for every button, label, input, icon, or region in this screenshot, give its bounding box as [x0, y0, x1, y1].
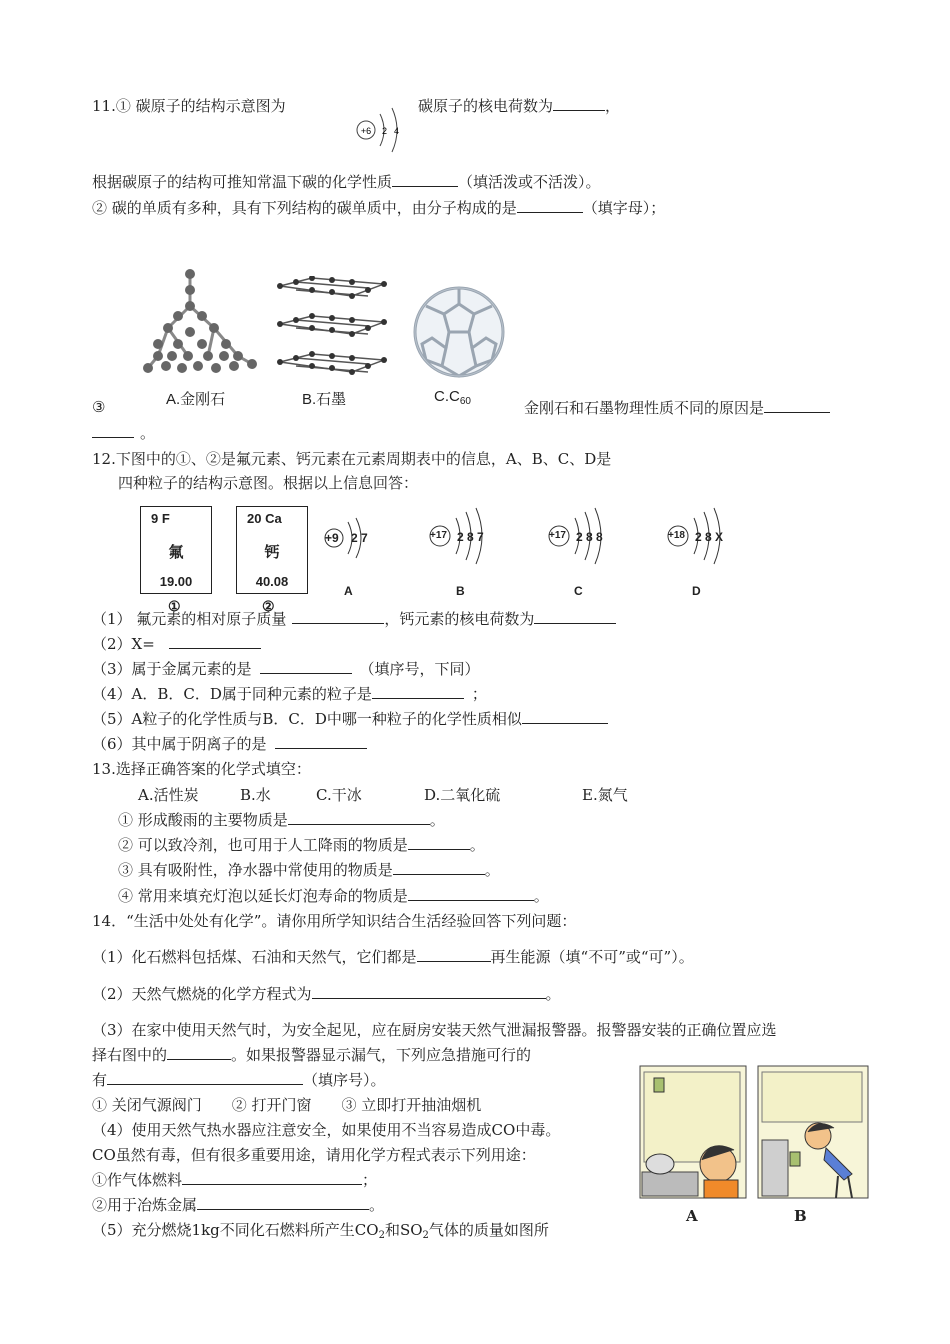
q13-s1 — [118, 810, 445, 830]
q11-line5 — [92, 423, 155, 443]
answer-blank[interactable] — [312, 984, 546, 999]
carbon-shell1: 2 — [382, 126, 388, 136]
q14-text: 。 — [545, 985, 561, 1003]
q14-p3d — [92, 1070, 386, 1090]
q14-text: 气体的质量如图所 — [428, 1221, 549, 1239]
graphite-structure-image — [272, 276, 390, 376]
q12-p3 — [92, 659, 480, 679]
q14-p4a: （4）使用天然气热水器应注意安全，如果使用不当容易造成CO中毒。 — [92, 1121, 561, 1139]
q12-text: （填序号，下同） — [359, 660, 480, 678]
particle-c-label: C — [574, 584, 583, 598]
answer-blank[interactable] — [182, 1170, 362, 1185]
answer-blank[interactable] — [417, 947, 491, 962]
q12-p1 — [92, 609, 616, 629]
q12-p4 — [92, 684, 487, 704]
q14-p4c — [92, 1170, 377, 1190]
carbon-atom-diagram — [350, 100, 410, 160]
particle-a-core: +9 — [325, 531, 339, 545]
q13-option-e: E.氮气 — [582, 786, 628, 804]
q12-line1: 12.下图中的①、②是氟元素、钙元素在元素周期表中的信息，A、B、C、D是 — [92, 450, 612, 468]
fluorine-element-card — [140, 506, 212, 594]
q11-text: （填活泼或不活泼）。 — [458, 173, 601, 191]
q12-p2 — [92, 634, 261, 654]
answer-blank[interactable] — [393, 860, 485, 875]
answer-blank[interactable] — [197, 1195, 369, 1210]
q14-text: 再生能源（填“不可”或“可”）。 — [490, 948, 694, 966]
q11-line4 — [524, 398, 830, 418]
q11-text: 11.① 碳原子的结构示意图为 — [92, 97, 286, 115]
q13-text: ② 可以致冷剂，也可用于人工降雨的物质是 — [118, 836, 408, 854]
q11-line1 — [92, 96, 286, 116]
q14-text: 有 — [92, 1071, 108, 1089]
fluorine-mass: 19.00 — [159, 574, 193, 589]
q12-text: （2）X= — [92, 635, 155, 653]
particle-b-core: +17 — [430, 530, 447, 541]
q13-text: ③ 具有吸附性，净水器中常使用的物质是 — [118, 861, 393, 879]
caption-diamond: A.金刚石 — [166, 391, 226, 408]
q13-option-b: B.水 — [240, 786, 271, 804]
calcium-index: ② — [262, 598, 275, 614]
answer-blank[interactable] — [392, 172, 458, 187]
q11-line2 — [92, 172, 601, 192]
q14-text: ②用于冶炼金属 — [92, 1196, 198, 1214]
illustration-label-b: B — [794, 1207, 807, 1225]
q14-p2 — [92, 984, 561, 1004]
q14-p5 — [92, 1220, 549, 1246]
particle-b-label: B — [456, 584, 465, 598]
q13-period: 。 — [533, 887, 549, 905]
illustration-label-a: A — [686, 1207, 698, 1225]
diamond-structure-image — [138, 266, 258, 382]
carbon-nucleus: +6 — [360, 126, 372, 136]
q13-period: 。 — [429, 811, 445, 829]
c60-structure-image — [412, 282, 506, 382]
q13-option-d: D.二氧化硫 — [424, 786, 501, 804]
q14-text: 择右图中的 — [92, 1046, 168, 1064]
calcium-number: 20 Ca — [247, 511, 282, 526]
q14-text: （填序号）。 — [303, 1071, 386, 1089]
particle-b-shells: 2 8 7 — [457, 530, 484, 544]
q12-p5 — [92, 709, 608, 729]
q14-text: 。如果报警器显示漏气，下列应急措施可行的 — [231, 1046, 532, 1064]
q13-option-a: A.活性炭 — [138, 786, 199, 804]
q11-text: 金刚石和石墨物理性质不同的原因是 — [524, 399, 765, 417]
q12-text: （1） 氟元素的相对原子质量 — [92, 610, 287, 628]
answer-blank[interactable] — [553, 96, 605, 111]
q14-p4b: CO虽然有毒，但有很多重要用途，请用化学方程式表示下列用途： — [92, 1146, 536, 1164]
q14-text: 。 — [369, 1196, 385, 1214]
particle-a-shells: 2 7 — [351, 531, 368, 545]
q11-comma: ， — [605, 97, 621, 115]
answer-blank[interactable] — [275, 734, 367, 749]
q13-s4 — [118, 886, 549, 906]
caption-c60-text: C.C — [434, 388, 460, 405]
q11-line1b — [418, 96, 620, 116]
q11-text: 根据碳原子的结构可推知常温下碳的化学性质 — [92, 173, 393, 191]
answer-blank[interactable] — [517, 198, 583, 213]
q14-text: （5）充分燃烧1kg不同化石燃料所产生CO — [92, 1221, 379, 1239]
q13-period: 。 — [484, 861, 500, 879]
q14-p4e — [92, 1195, 384, 1215]
answer-blank[interactable] — [169, 634, 261, 649]
q14-p1 — [92, 947, 694, 967]
answer-blank[interactable] — [292, 609, 384, 624]
q13-text: ① 形成酸雨的主要物质是 — [118, 811, 288, 829]
answer-blank[interactable] — [534, 609, 616, 624]
particle-d-shells: 2 8 X — [695, 530, 724, 544]
answer-blank[interactable] — [92, 423, 134, 438]
answer-blank[interactable] — [408, 886, 534, 901]
q12-text: （6）其中属于阴离子的是 — [92, 735, 267, 753]
q13-title: 13.选择正确答案的化学式填空： — [92, 760, 311, 778]
fluorine-name: 氟 — [168, 544, 184, 561]
q12-text: ； — [471, 685, 487, 703]
q12-text: （4）A．B．C．D属于同种元素的粒子是 — [92, 685, 372, 703]
kitchen-alarm-illustration — [638, 1064, 870, 1202]
calcium-element-card — [236, 506, 308, 594]
answer-blank[interactable] — [372, 684, 464, 699]
q14-p3a: （3）在家中使用天然气时，为安全起见，应在厨房安装天然气泄漏报警器。报警器安装的正确位置应选 — [92, 1021, 777, 1039]
q12-line2: 四种粒子的结构示意图。根据以上信息回答： — [118, 474, 419, 492]
q14-text: ； — [362, 1171, 378, 1189]
q12-text: （3）属于金属元素的是 — [92, 660, 252, 678]
q14-text: ①作气体燃料 — [92, 1171, 183, 1189]
q13-text: ④ 常用来填充灯泡以延长灯泡寿命的物质是 — [118, 887, 408, 905]
q14-text: （2）天然气燃烧的化学方程式为 — [92, 985, 312, 1003]
answer-blank[interactable] — [522, 709, 608, 724]
particle-a-label: A — [344, 584, 353, 598]
answer-blank[interactable] — [260, 659, 352, 674]
q14-p3b — [92, 1045, 531, 1065]
calcium-name: 钙 — [264, 544, 280, 561]
caption-c60-sub: 60 — [459, 396, 471, 407]
q12-p6 — [92, 734, 367, 754]
q14-p3f: ① 关闭气源阀门 ② 打开门窗 ③ 立即打开抽油烟机 — [92, 1096, 482, 1114]
fluorine-index: ① — [168, 598, 181, 614]
q14-title: 14．“生活中处处有化学”。请你用所学知识结合生活经验回答下列问题： — [92, 912, 577, 930]
answer-blank[interactable] — [408, 835, 470, 850]
answer-blank[interactable] — [107, 1070, 303, 1085]
fluorine-number: 9 F — [151, 511, 170, 526]
co2-subscript: 2 — [378, 1230, 385, 1241]
carbon-shell2: 4 — [394, 126, 400, 136]
q11-item3-marker: ③ — [92, 398, 106, 416]
caption-graphite: B.石墨 — [302, 391, 347, 408]
q14-text: （1）化石燃料包括煤、石油和天然气，它们都是 — [92, 948, 417, 966]
q11-text: （填字母）； — [582, 199, 666, 217]
answer-blank[interactable] — [167, 1045, 231, 1060]
particle-d-label: D — [692, 584, 701, 598]
so2-subscript: 2 — [422, 1230, 429, 1241]
q13-period: 。 — [469, 836, 485, 854]
q11-text: ② 碳的单质有多种，具有下列结构的碳单质中，由分子构成的是 — [92, 199, 517, 217]
caption-c60 — [434, 388, 471, 407]
q13-s3 — [118, 860, 500, 880]
q13-option-c: C.干冰 — [316, 786, 362, 804]
q12-text: ，钙元素的核电荷数为 — [384, 610, 535, 628]
q12-text: （5）A粒子的化学性质与B．C．D中哪一种粒子的化学性质相似 — [92, 710, 522, 728]
answer-blank[interactable] — [764, 398, 830, 413]
particle-c-shells: 2 8 8 — [576, 530, 603, 544]
particle-d-core: +18 — [668, 530, 685, 541]
q11-charge-text: 碳原子的核电荷数为 — [418, 97, 554, 115]
calcium-mass: 40.08 — [255, 574, 289, 589]
q14-text: 和SO — [384, 1221, 423, 1239]
answer-blank[interactable] — [288, 810, 430, 825]
q13-s2 — [118, 835, 485, 855]
particle-c-core: +17 — [549, 530, 566, 541]
q11-period: 。 — [140, 424, 156, 442]
q11-line3 — [92, 198, 665, 218]
